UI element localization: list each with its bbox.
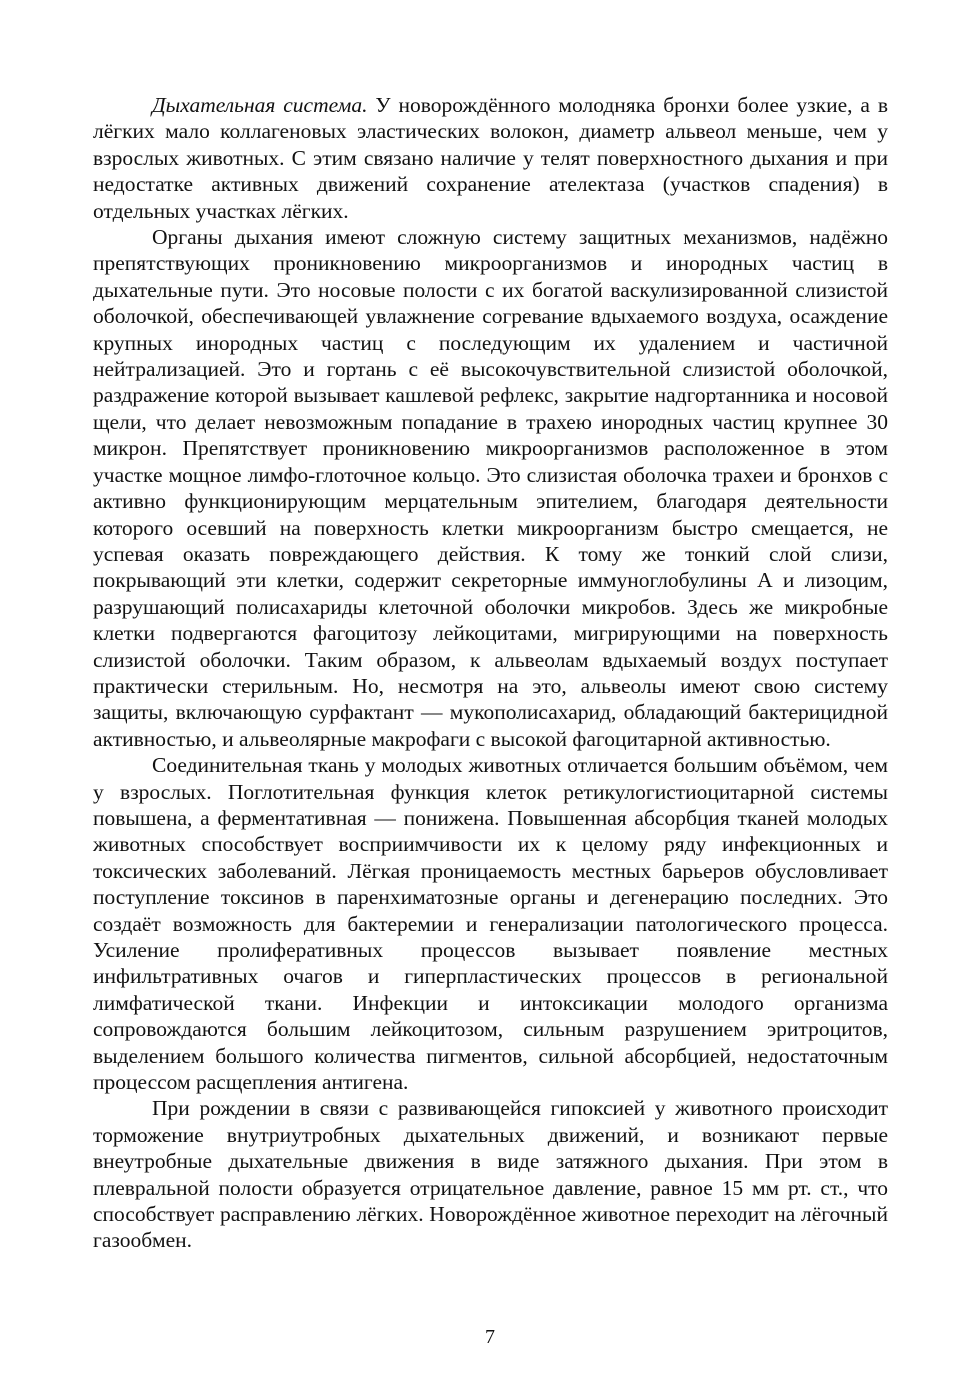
page-body bbox=[93, 92, 888, 1254]
paragraph-first-breath: При рождении в связи с развивающейся гипоксией у животного происходит торможение внутриутробных дыхательных движений, и возникают первые внеутробные дыхательные движения в виде затяжного дыхания. При этом в плевральной полости образуется отрицательное давление, равное 15 мм рт. ст., что способствует расправлению лёгких. Новорождённое животное переходит на лёгочный газообмен. bbox=[93, 1096, 888, 1253]
paragraph-protective-mechanisms: Органы дыхания имеют сложную систему защитных механизмов, надёжно препятствующих проникновению микроорганизмов и инородных частиц в дыхательные пути. Это носовые полости с их богатой васкулизированной слизистой оболочкой, обеспечивающей увлажнение согревание вдыхаемого воздуха, осаждение крупных инородных частиц с последующим их удалением и частичной нейтрализацией. Это и гортань с её высокочувствительной слизистой оболочкой, раздражение которой вызывает кашлевой рефлекс, закрытие надгортанника и носовой щели, что делает невозможным попадание в трахею инородных частиц крупнее 30 микрон. Препятствует проникновению микроорганизмов расположенное в этом участке мощное лимфо-глоточное кольцо. Это слизистая оболочка трахеи и бронхов с активно функционирующим мерцательным эпителием, благодаря деятельности которого осевший на поверхность клетки микроорганизм быстро смещается, не успевая оказать повреждающего действия. К тому же тонкий слой слизи, покрывающий эти клетки, содержит секреторные иммуноглобулины А и лизоцим, разрушающий полисахариды клеточной оболочки микробов. Здесь же микробные клетки подвергаются фагоцитозу лейкоцитами, мигрирующими на поверхность слизистой оболочки. Таким образом, к альвеолам вдыхаемый воздух поступает практически стерильным. Но, несмотря на это, альвеолы имеют свою систему защиты, включающую сурфактант — мукополисахарид, обладающий бактерицидной активностью, и альвеолярные макрофаги с высокой фагоцитарной активностью. bbox=[93, 225, 888, 751]
page-number: 7 bbox=[485, 1326, 495, 1348]
paragraph-lead-heading: Дыхательная система. bbox=[152, 93, 368, 117]
paragraph-text: У новорождённого молодняка бронхи более узкие, а в лёгких мало коллагеновых эластических волокон, диаметр альвеол меньше, чем у взрослых животных. С этим связано наличие у телят поверхностного дыхания и при недостатке активных движений сохранение ателектаза (участков спадения) в отдельных участках лёгких. bbox=[93, 93, 888, 223]
paragraph-connective-tissue: Соединительная ткань у молодых животных отличается большим объёмом, чем у взрослых. Поглотительная функция клеток ретикулогистиоцитарной системы повышена, а ферментативная — понижена. Повышенная абсорбция тканей молодых животных способствует восприимчивости их к целому ряду инфекционных и токсических заболеваний. Лёгкая проницаемость местных барьеров обусловливает поступление токсинов в паренхиматозные органы и дегенерацию последних. Это создаёт возможность для бактеремии и генерализации патологического процесса. Усиление пролиферативных процессов вызывает появление местных инфильтративных очагов и гиперпластических процессов в региональной лимфатической ткани. Инфекции и интоксикации молодого организма сопровождаются большим лейкоцитозом, сильным разрушением эритроцитов, выделением большого количества пигментов, сильной абсорбцией, недостаточным процессом расщепления антигена. bbox=[93, 753, 888, 1095]
paragraph-respiratory-system bbox=[93, 92, 888, 224]
